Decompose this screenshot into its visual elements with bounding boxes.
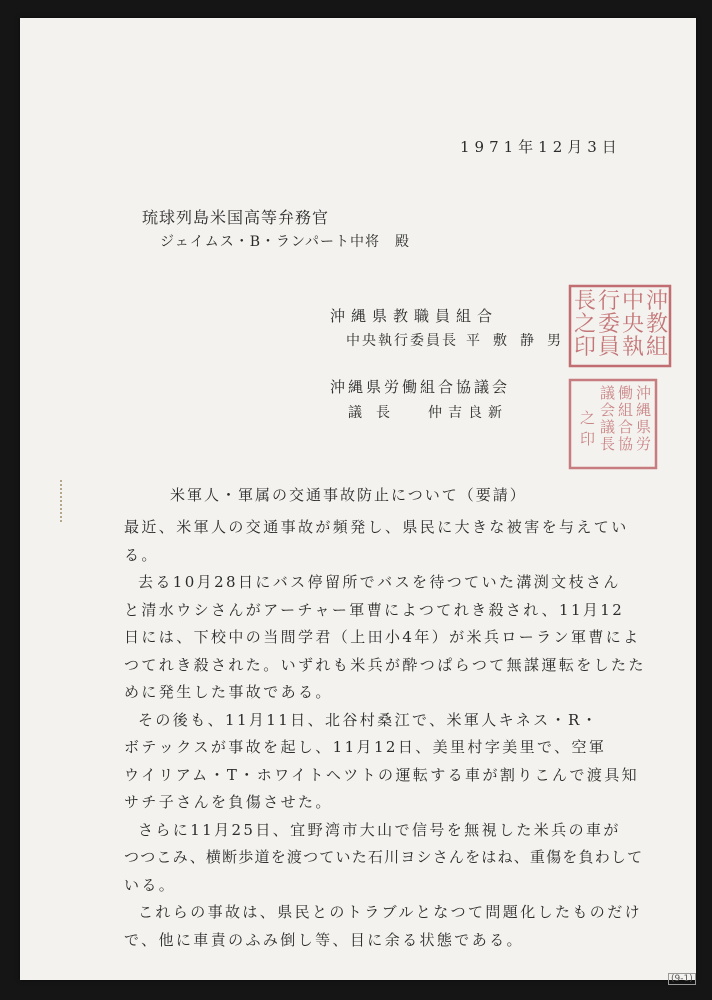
body-line: 日には、下校中の当間学君（上田小4年）が米兵ローラン軍曹によ (124, 628, 641, 646)
document-body (124, 514, 684, 954)
sender-1-line (346, 330, 574, 350)
document-date: 1971年12月3日 (460, 138, 622, 156)
body-line: ボテックスが事故を起し、11月12日、美里村字美里で、空軍 (124, 738, 607, 756)
svg-text:央: 央 (622, 312, 645, 337)
body-line: ウイリアム・T・ホワイトヘツトの運転する車が割りこんで渡具知 (124, 765, 640, 784)
svg-text:長: 長 (600, 435, 616, 453)
sender-2-org: 沖縄県労働組合協議会 (330, 378, 511, 396)
svg-text:沖: 沖 (646, 289, 669, 314)
sender-2-line (348, 402, 508, 422)
svg-text:労: 労 (636, 435, 652, 453)
sender-1-role: 中央執行委員長 (346, 333, 458, 349)
recipient-name: ジェイムス・B・ランパート中将 殿 (160, 234, 411, 250)
body-line: る。 (124, 545, 159, 564)
svg-text:県: 県 (636, 418, 652, 436)
body-line: で、他に車責のふみ倒し等、目に余る状態である。 (124, 930, 524, 949)
body-line: 去る10月28日にバス停留所でバスを待つていた溝渕文枝さん (138, 573, 621, 591)
svg-text:行: 行 (598, 289, 621, 314)
svg-text:長: 長 (574, 289, 597, 314)
recipient-title: 琉球列島米国高等弁務官 (142, 208, 330, 227)
document-title: 米軍人・軍属の交通事故防止について（要請） (170, 486, 527, 504)
seal-teachers-union (568, 284, 672, 368)
svg-text:教: 教 (646, 312, 669, 337)
svg-text:委: 委 (598, 312, 621, 337)
svg-text:執: 執 (622, 335, 645, 360)
svg-text:議: 議 (600, 418, 616, 436)
svg-text:員: 員 (598, 335, 621, 360)
document-page (20, 18, 696, 984)
seal-labor-council (568, 378, 658, 470)
body-line: サチ子さんを負傷させた。 (124, 793, 333, 811)
svg-text:会: 会 (600, 401, 616, 419)
svg-text:中: 中 (622, 289, 645, 314)
binding-holes (60, 480, 65, 522)
body-line: と清水ウシさんがアーチャー軍曹によつてれき殺され、11月12 (124, 600, 625, 619)
body-line: いる。 (124, 875, 177, 894)
svg-text:組: 組 (618, 401, 634, 419)
svg-text:協: 協 (618, 435, 634, 453)
page-number: (9-1) (668, 973, 696, 985)
svg-text:沖: 沖 (636, 384, 652, 402)
sender-1-org: 沖縄県教職員組合 (330, 307, 499, 325)
body-line: 最近、米軍人の交通事故が頻発し、県民に大きな被害を与えてい (124, 518, 629, 536)
svg-text:組: 組 (646, 335, 669, 360)
body-line: つつこみ、横断歩道を渡つていた石川ヨシさんをはね、重傷を負わして (124, 848, 644, 866)
svg-text:之: 之 (574, 312, 597, 337)
body-line: さらに11月25日、宜野湾市大山で信号を無視した米兵の車が (138, 820, 621, 839)
svg-text:之: 之 (580, 409, 596, 427)
body-line: めに発生した事故である。 (124, 683, 333, 701)
svg-text:働: 働 (618, 384, 634, 402)
sender-1-name: 平敷静男 (466, 333, 574, 349)
svg-text:議: 議 (600, 384, 616, 402)
svg-text:合: 合 (618, 418, 634, 436)
body-line: その後も、11月11日、北谷村桑江で、米軍人キネス・R・ (138, 710, 600, 729)
svg-text:印: 印 (580, 430, 596, 448)
body-line: これらの事故は、県民とのトラブルとなつて問題化したものだけ (138, 903, 643, 921)
svg-text:縄: 縄 (636, 401, 652, 419)
sender-2-name: 仲吉良新 (428, 405, 508, 421)
svg-text:印: 印 (574, 335, 597, 360)
sender-2-role: 議長 (348, 405, 404, 421)
body-line: つてれき殺された。いずれも米兵が酔つぱらつて無謀運転をしたた (124, 655, 646, 674)
